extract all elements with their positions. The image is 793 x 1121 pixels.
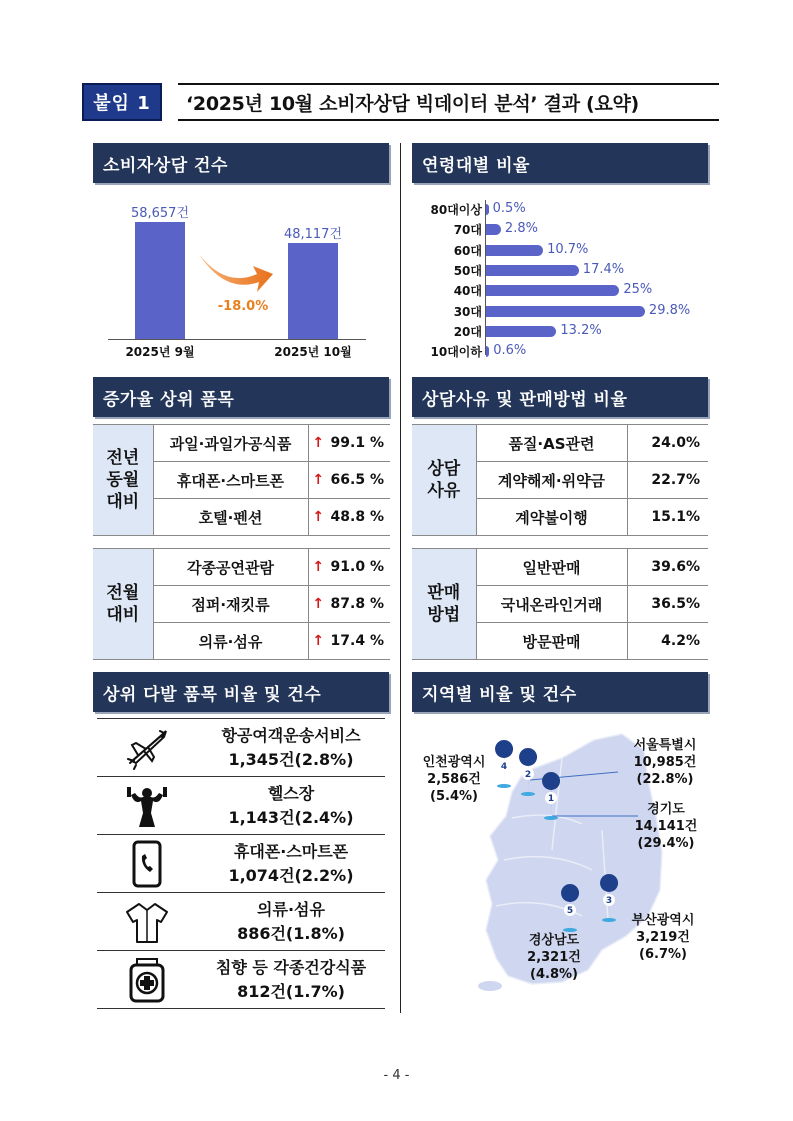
table-row — [93, 549, 390, 586]
age-data-label: 25% — [623, 282, 653, 298]
list-item — [97, 719, 385, 777]
age-data-label: 2.8% — [504, 221, 538, 237]
up-arrow-icon: ↑ — [308, 586, 328, 623]
item-name: 호텔·펜션 — [153, 499, 308, 536]
region-label-gyeonggi: 경기도 14,141건 (29.4%) — [634, 802, 698, 851]
page-number: - 4 - — [383, 1068, 410, 1083]
age-category-label: 40대 — [453, 284, 482, 299]
age-data-label: 0.6% — [493, 343, 527, 359]
page-title: ‘2025년 10월 소비자상담 빅데이터 분석’ 결과 (요약) — [178, 83, 719, 121]
item-value: 15.1% — [627, 499, 708, 536]
map-pin-4 — [495, 740, 513, 788]
age-bar — [486, 224, 501, 235]
svg-text:5: 5 — [566, 906, 574, 916]
top-item-name: 헬스장 — [267, 783, 315, 803]
list-item — [97, 951, 385, 1009]
age-bar — [486, 285, 619, 296]
region-label-busan: 부산광역시 3,219건 (6.7%) — [631, 913, 695, 962]
region-label-gyeongnam: 경상남도 2,321건 (4.8%) — [527, 933, 581, 982]
up-arrow-icon: ↑ — [308, 425, 328, 462]
map-jeju — [478, 981, 502, 991]
section-header-top-items: 상위 다발 품목 비율 및 건수 — [93, 672, 389, 712]
item-value: 66.5 % — [328, 462, 390, 499]
list-item — [97, 777, 385, 835]
age-category-label: 80대이상 — [430, 203, 482, 217]
increase-table-yoy — [93, 424, 390, 536]
counts-axis — [108, 339, 366, 340]
age-bar — [486, 245, 543, 256]
top-item-stat: 1,345건(2.8%) — [228, 749, 354, 769]
count-bar — [288, 243, 338, 339]
group-label: 판매 방법 — [412, 549, 476, 660]
section-header-age: 연령대별 비율 — [412, 143, 708, 183]
bodybuilder-icon — [121, 783, 173, 829]
sales-method-table — [412, 548, 708, 660]
table-row — [412, 549, 708, 586]
item-value: 22.7% — [627, 462, 708, 499]
table-row — [412, 425, 708, 462]
count-bar — [135, 222, 185, 339]
item-name: 계약불이행 — [476, 499, 627, 536]
decrease-arrow-icon — [195, 248, 275, 298]
item-value: 4.2% — [627, 623, 708, 660]
section-header-increase: 증가율 상위 품목 — [93, 377, 389, 417]
up-arrow-icon: ↑ — [308, 462, 328, 499]
item-name: 각종공연관람 — [153, 549, 308, 586]
item-value: 17.4 % — [328, 623, 390, 660]
age-bar — [486, 346, 489, 357]
top-item-stat: 1,143건(2.4%) — [228, 807, 354, 827]
age-data-label: 0.5% — [492, 201, 526, 216]
item-name: 일반판매 — [476, 549, 627, 586]
count-category-label: 2025년 9월 — [125, 345, 195, 359]
age-category-label: 60대 — [453, 243, 482, 258]
item-name: 계약해제·위약금 — [476, 462, 627, 499]
count-data-label: 58,657건 — [130, 205, 190, 221]
counts-change-label: -18.0% — [217, 299, 269, 314]
item-name: 과일·과일가공식품 — [153, 425, 308, 462]
item-value: 91.0 % — [328, 549, 390, 586]
age-data-label: 13.2% — [560, 322, 602, 338]
item-value: 87.8 % — [328, 586, 390, 623]
age-category-label: 70대 — [453, 223, 482, 238]
table-row — [93, 425, 390, 462]
smartphone-icon — [132, 840, 162, 888]
item-name: 방문판매 — [476, 623, 627, 660]
age-bar — [486, 306, 645, 317]
increase-table-mom — [93, 548, 390, 660]
item-value: 36.5% — [627, 586, 708, 623]
list-item — [97, 835, 385, 893]
item-value: 24.0% — [627, 425, 708, 462]
region-label-seoul: 서울특별시 10,985건 (22.8%) — [633, 738, 697, 787]
top-item-stat: 886건(1.8%) — [237, 923, 345, 943]
age-bar — [486, 265, 579, 276]
age-data-label: 17.4% — [582, 261, 625, 277]
reason-table — [412, 424, 708, 536]
appendix-tag: 붙임 1 — [82, 83, 162, 121]
item-value: 99.1 % — [328, 425, 390, 462]
title-row — [82, 83, 719, 121]
up-arrow-icon: ↑ — [308, 549, 328, 586]
svg-text:3: 3 — [605, 896, 613, 906]
age-data-label: 10.7% — [547, 241, 589, 257]
section-header-region: 지역별 비율 및 건수 — [412, 672, 708, 712]
up-arrow-icon: ↑ — [308, 623, 328, 660]
count-category-label: 2025년 10월 — [274, 345, 352, 359]
item-name: 품질·AS관련 — [476, 425, 627, 462]
age-category-label: 20대 — [453, 324, 482, 339]
svg-text:4: 4 — [500, 762, 508, 772]
top-items-list — [97, 718, 385, 1009]
count-data-label: 48,117건 — [283, 226, 343, 242]
age-category-label: 10대이하 — [430, 345, 482, 360]
svg-text:2: 2 — [524, 770, 532, 780]
item-value: 48.8 % — [328, 499, 390, 536]
section-header-reason: 상담사유 및 판매방법 비율 — [412, 377, 708, 417]
up-arrow-icon: ↑ — [308, 499, 328, 536]
item-name: 점퍼·재킷류 — [153, 586, 308, 623]
top-item-name: 의류·섬유 — [257, 899, 325, 919]
age-axis — [485, 200, 486, 355]
health-food-jar-icon — [127, 957, 167, 1003]
age-category-label: 30대 — [453, 304, 482, 319]
column-divider — [400, 143, 401, 1013]
group-label: 전월 대비 — [93, 549, 153, 660]
group-label: 상담 사유 — [412, 425, 476, 536]
shirt-icon — [125, 900, 169, 944]
age-bar — [486, 326, 556, 337]
top-item-name: 침향 등 각종건강식품 — [215, 957, 367, 977]
section-header-counts: 소비자상담 건수 — [93, 143, 389, 183]
list-item — [97, 893, 385, 951]
top-item-stat: 1,074건(2.2%) — [228, 865, 354, 885]
item-name: 국내온라인거래 — [476, 586, 627, 623]
age-bar — [486, 204, 489, 215]
top-item-name: 휴대폰·스마트폰 — [233, 841, 349, 861]
svg-text:1: 1 — [547, 794, 555, 804]
item-name: 휴대폰·스마트폰 — [153, 462, 308, 499]
group-label: 전년 동월 대비 — [93, 425, 153, 536]
region-label-incheon: 인천광역시 2,586건 (5.4%) — [422, 755, 486, 804]
top-item-name: 항공여객운송서비스 — [221, 725, 361, 745]
airplane-icon — [124, 725, 170, 771]
item-name: 의류·섬유 — [153, 623, 308, 660]
age-category-label: 50대 — [453, 263, 482, 278]
age-data-label: 29.8% — [648, 302, 691, 318]
item-value: 39.6% — [627, 549, 708, 586]
top-item-stat: 812건(1.7%) — [237, 981, 345, 1001]
